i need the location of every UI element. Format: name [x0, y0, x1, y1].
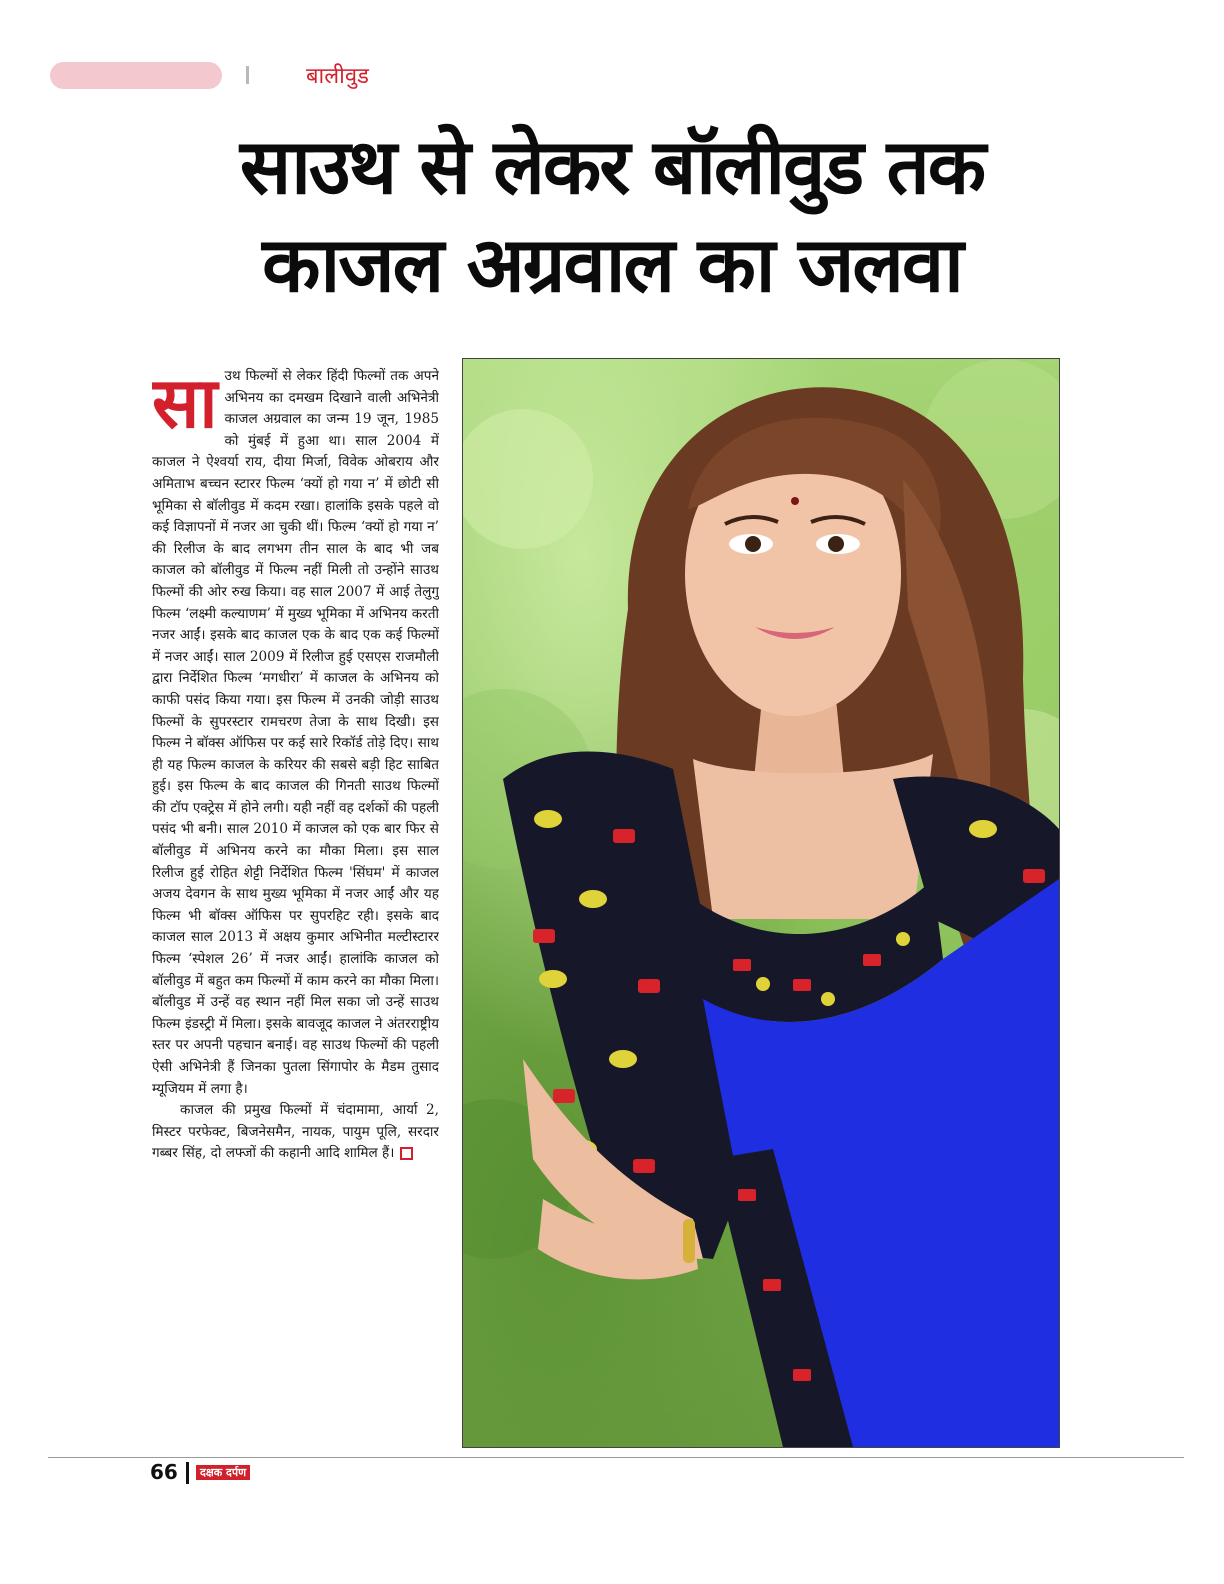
article-body: [152, 366, 439, 1448]
drop-cap: सा: [152, 366, 215, 444]
actress-illustration: [463, 359, 1059, 1447]
section-divider-tick: [246, 66, 249, 84]
masthead-logo: दक्षक दर्पण: [196, 1465, 250, 1480]
paragraph-2-text: काजल की प्रमुख फिल्मों में चंदामामा, आर्या 2, मिस्टर परफेक्ट, बिजनेसमैन, नायक, पायुम पूलि, सरदार गब्बर सिंह, दो लफ्जों की कहानी आदि शामिल हैं।: [152, 1102, 439, 1162]
article-paragraph-1: [152, 366, 439, 1100]
headline-line-2: काजल अग्रवाल का जलवा: [262, 220, 962, 309]
paragraph-1-text: उथ फिल्मों से लेकर हिंदी फिल्मों तक अपने अभिनय का दमखम दिखाने वाली अभिनेत्री काजल अग्रवाल का जन्म 19 जून, 1985 को मुंबई में हुआ था। साल 2004 में काजल ने ऐश्वर्या राय, दीया मिर्जा, विवेक ओबराय और अमिताभ बच्चन स्टारर फिल्म ‘क्यों हो गया न’ में छोटी सी भूमिका से बॉलीवुड में कदम रखा। हालांकि इसके पहले वो कई विज्ञापनों में नजर आ चुकी थीं। फिल्म ‘क्यों हो गया न’ की रिलीज के बाद लगभग तीन साल के बाद भी जब काजल को बॉलीवुड में फिल्म नहीं मिली तो उन्होंने साउथ फिल्मों की ओर रुख किया। वह साल 2007 में आई तेलुगु फिल्म ‘लक्ष्मी कल्याणम’ में मुख्य भूमिका में अभिनय करती नजर आईं। इसके बाद काजल एक के बाद एक कई फिल्मों में नजर आईं। साल 2009 में रिलीज हुई एसएस राजमौली द्वारा निर्देशित फिल्म ‘मगधीरा’ में काजल के अभिनय को काफी पसंद किया गया। इस फिल्म में उनकी जोड़ी साउथ फिल्मों के सुपरस्टार रामचरण तेजा के साथ दिखी। इस फिल्म ने बॉक्स ऑफिस पर कई सारे रिकॉर्ड तोड़े दिए। साथ ही यह फिल्म काजल के करियर की सबसे बड़ी हिट साबित हुई। इस फिल्म के बाद काजल की गिनती साउथ फिल्मों की टॉप एक्ट्रेस में होने लगी। यही नहीं वह दर्शकों की पहली पसंद भी बनी। साल 2010 में काजल को एक बार फिर से बॉलीवुड में अभिनय करने का मौका मिला। इस साल रिलीज हुई रोहित शेट्टी निर्देशित फिल्म 'सिंघम' में काजल अजय देवगन के साथ मुख्य भूमिका में नजर आईं और यह फिल्म भी बॉक्स ऑफिस पर सुपरहिट रही। इसके बाद काजल साल 2013 में अक्षय कुमार अभिनीत मल्टीस्टारर फिल्म ‘स्पेशल 26’ में नजर आईं। हालांकि काजल को बॉलीवुड में बहुत कम फिल्मों में काम करने का मौका मिला। बॉलीवुड में उन्हें वह स्थान नहीं मिल सका जो उन्हें साउथ फिल्म इंडस्ट्री में मिला। इसके बावजूद काजल ने अंतरराष्ट्रीय स्तर पर अपनी पहचान बनाई। वह साउथ फिल्मों की पहली ऐसी अभिनेत्री हैं जिनका पुतला सिंगापोर के मैडम तुसाद म्यूजियम में लगा है।: [152, 368, 439, 1097]
end-mark-icon: [400, 1147, 413, 1160]
section-pill-decoration: [50, 62, 222, 89]
section-label: बालीवुड: [306, 64, 369, 89]
headline-line-1: साउथ से लेकर बॉलीवुड तक: [239, 122, 985, 211]
page-number: 66: [150, 1460, 178, 1484]
footer-divider: [186, 1462, 189, 1484]
article-paragraph-2: [152, 1100, 439, 1165]
headline: [40, 118, 1184, 314]
footer-rule: [48, 1457, 1184, 1458]
actress-photo: [462, 358, 1060, 1448]
